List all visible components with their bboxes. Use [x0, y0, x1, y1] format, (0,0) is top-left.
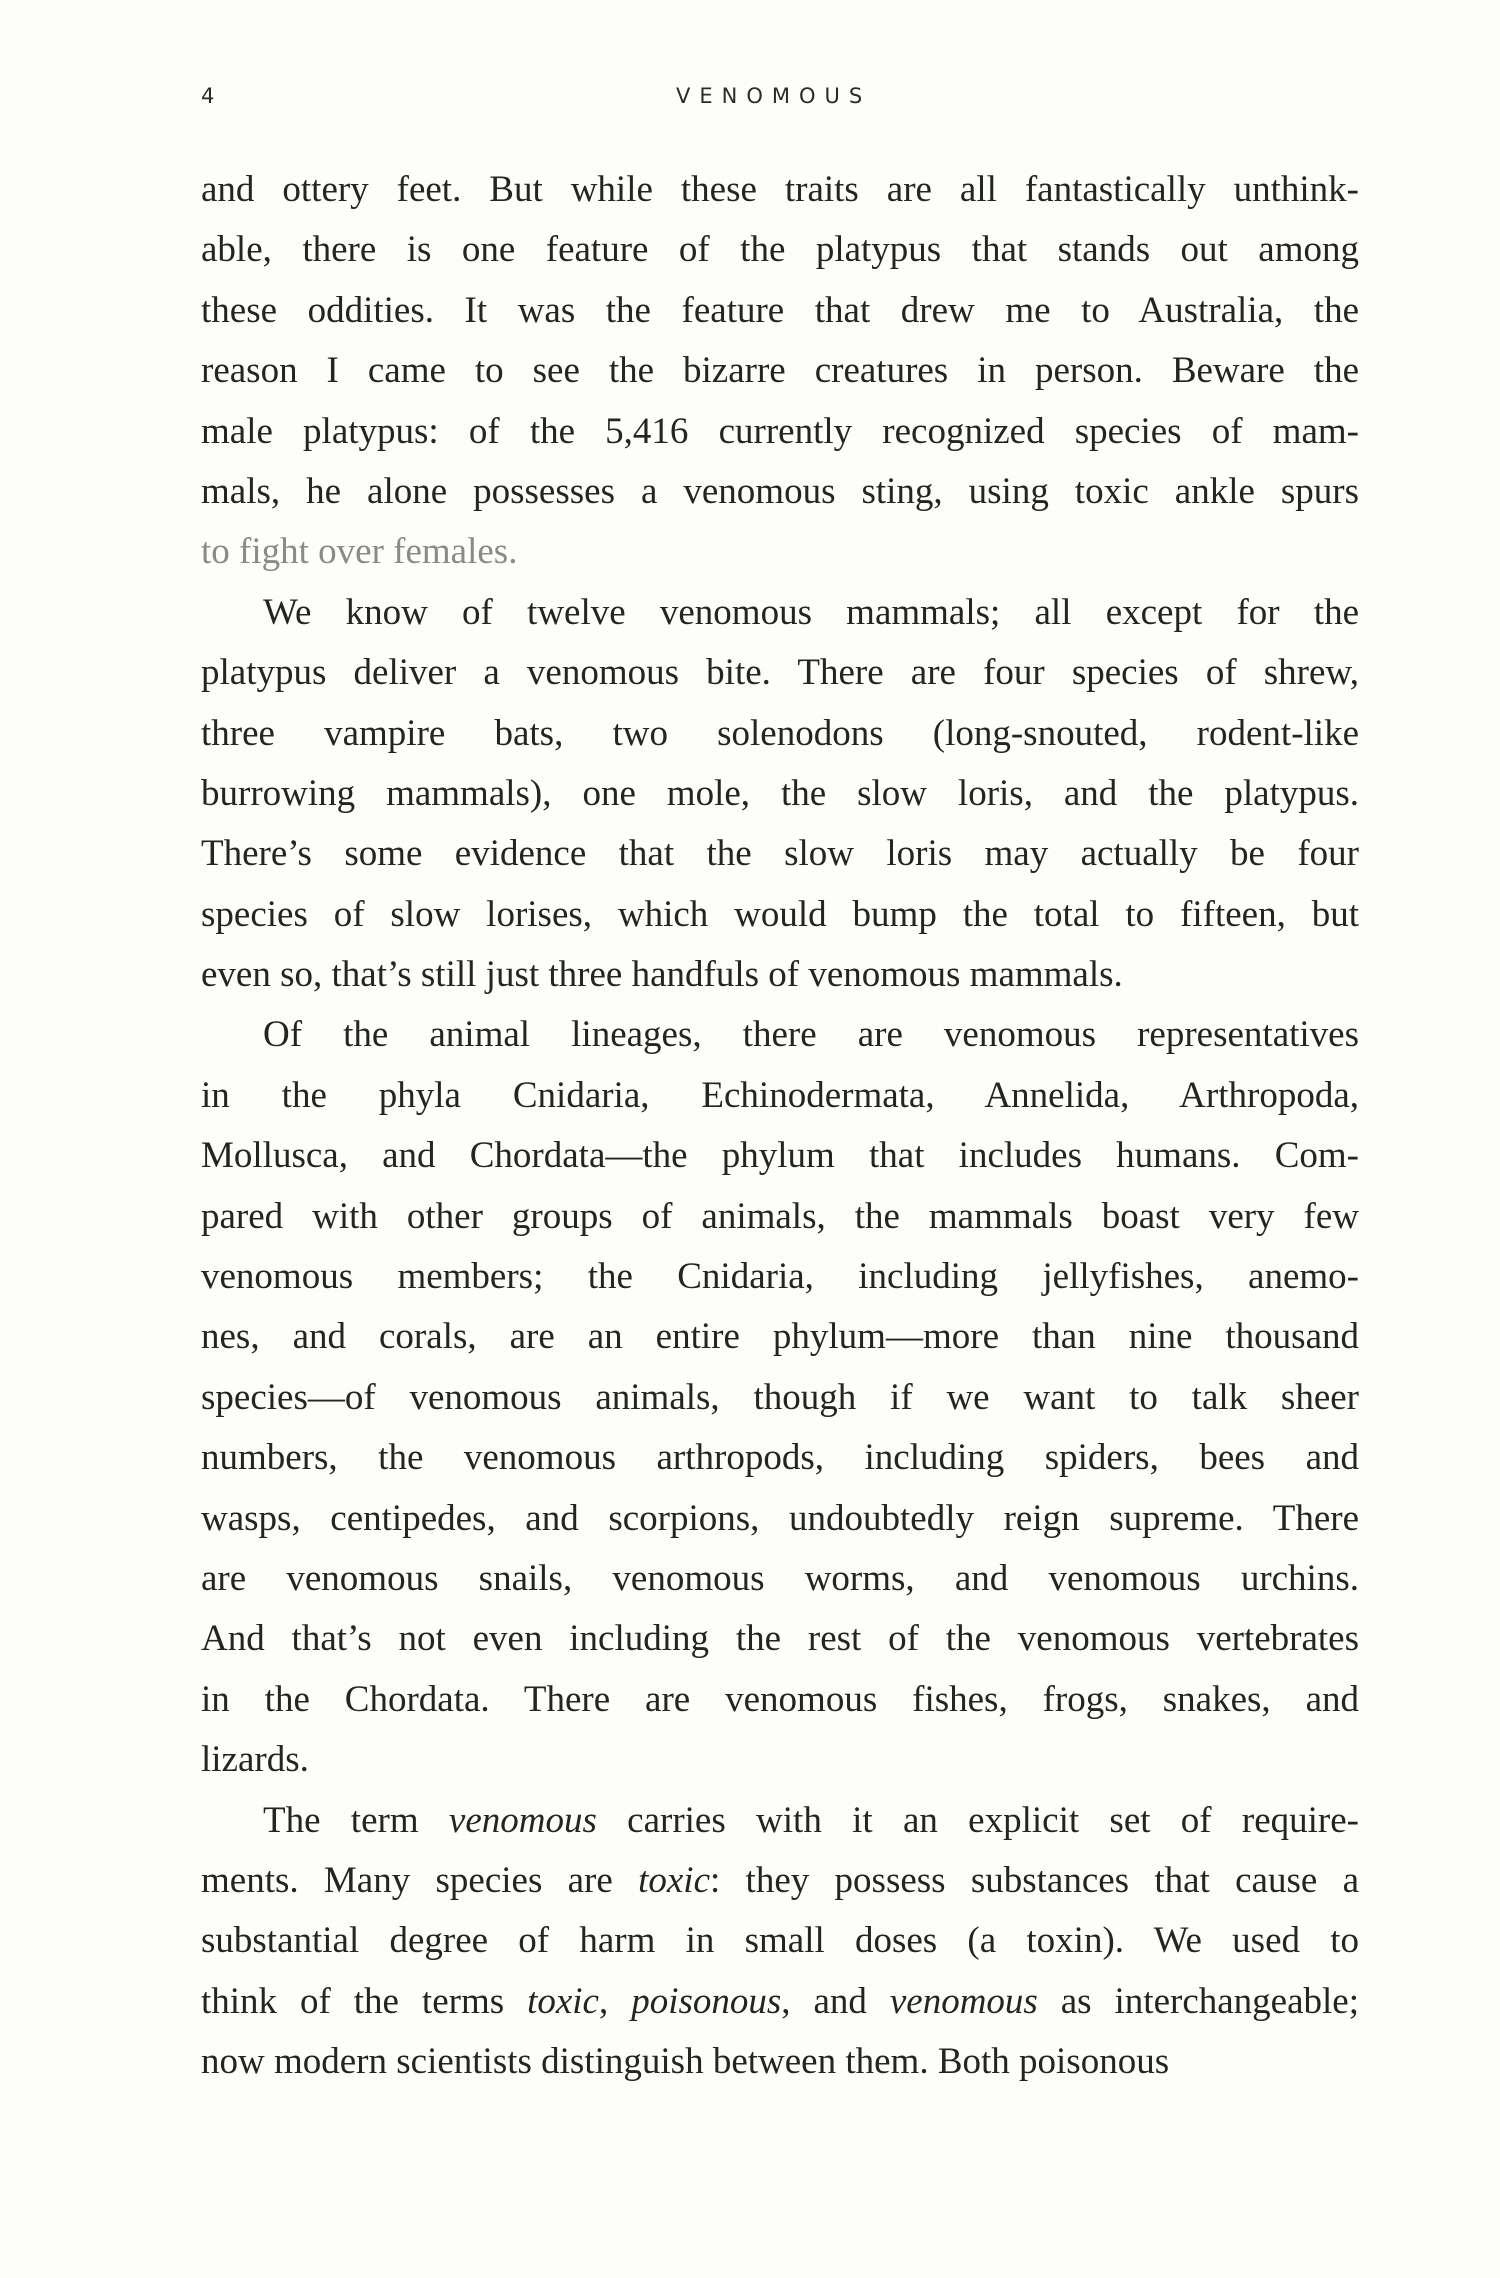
text-line — [201, 220, 1359, 280]
text-segment: to fight over females. — [201, 531, 518, 573]
text-segment: male platypus: of the 5,416 currently recognized species of mam- — [201, 410, 1359, 452]
text-line — [201, 885, 1359, 945]
text-segment: species of slow lorises, which would bump the total to fifteen, but — [201, 893, 1359, 935]
text-segment: wasps, centipedes, and scorpions, undoubtedly reign supreme. There — [201, 1497, 1359, 1539]
text-line — [201, 824, 1359, 884]
text-line — [201, 462, 1359, 522]
text-line — [201, 1851, 1359, 1911]
text-segment: platypus deliver a venomous bite. There are four species of shrew, — [201, 652, 1359, 694]
text-segment: now modern scientists distinguish between them. Both poisonous — [201, 2041, 1170, 2083]
text-line — [201, 160, 1359, 220]
text-segment: and ottery feet. But while these traits are all fantastically unthink- — [201, 169, 1359, 210]
text-segment: these oddities. It was the feature that drew me to Australia, the — [201, 289, 1359, 331]
text-segment: are venomous snails, venomous worms, and venomous urchins. — [201, 1557, 1359, 1599]
paragraph — [201, 1791, 1359, 2093]
text-line — [201, 1609, 1359, 1669]
text-segment: lizards. — [201, 1739, 309, 1781]
text-line — [201, 1972, 1359, 2032]
text-line — [201, 522, 1359, 582]
italic-term: toxic — [527, 1980, 599, 2022]
text-line — [201, 1549, 1359, 1609]
text-line — [201, 764, 1359, 824]
text-segment: There’s some evidence that the slow loris may actually be four — [201, 833, 1359, 875]
text-segment: venomous members; the Cnidaria, including jellyfishes, anemo- — [201, 1256, 1359, 1298]
text-line — [201, 1126, 1359, 1186]
text-segment: mals, he alone possesses a venomous sting, using toxic ankle spurs — [201, 470, 1359, 512]
text-line — [201, 2032, 1359, 2092]
text-segment: And that’s not even including the rest of the venomous vertebrates — [201, 1618, 1359, 1660]
text-segment: substantial degree of harm in small doses (a toxin). We used to — [201, 1920, 1359, 1962]
text-line — [201, 1670, 1359, 1730]
text-segment: species—of venomous animals, though if we want to talk sheer — [201, 1376, 1359, 1418]
text-line — [201, 643, 1359, 703]
text-segment: in the Chordata. There are venomous fishes, frogs, snakes, and — [201, 1678, 1359, 1720]
text-line — [201, 1247, 1359, 1307]
text-segment: even so, that’s still just three handfuls of venomous mammals. — [201, 954, 1123, 996]
text-segment: as interchangeable; — [1037, 1980, 1360, 2022]
text-line — [201, 1911, 1359, 1971]
text-segment: ments. Many species are — [201, 1859, 639, 1901]
text-line — [201, 1187, 1359, 1247]
text-line — [201, 704, 1359, 764]
paragraph — [201, 160, 1359, 583]
text-line — [201, 402, 1359, 462]
text-segment: , — [598, 1980, 632, 2022]
text-segment: carries with it an explicit set of require- — [596, 1799, 1359, 1841]
text-line — [201, 1791, 1359, 1851]
running-title: VENOMOUS — [676, 84, 872, 108]
text-line — [201, 1066, 1359, 1126]
text-segment: reason I came to see the bizarre creatures in person. Beware the — [201, 350, 1359, 392]
text-line — [201, 1368, 1359, 1428]
text-segment: pared with other groups of animals, the mammals boast very few — [201, 1195, 1359, 1237]
italic-term: poisonous — [631, 1980, 782, 2022]
text-segment: burrowing mammals), one mole, the slow loris, and the platypus. — [201, 772, 1359, 814]
italic-term: venomous — [889, 1980, 1038, 2022]
text-line — [201, 1307, 1359, 1367]
text-line — [201, 341, 1359, 401]
text-line — [201, 1005, 1359, 1065]
text-line — [201, 281, 1359, 341]
text-segment: Of the animal lineages, there are venomous representatives — [263, 1014, 1359, 1056]
text-line — [201, 1730, 1359, 1790]
text-segment: able, there is one feature of the platypus that stands out among — [201, 229, 1359, 271]
text-segment: in the phyla Cnidaria, Echinodermata, Annelida, Arthropoda, — [201, 1074, 1359, 1116]
text-segment: We know of twelve venomous mammals; all except for the — [263, 591, 1359, 633]
paragraph — [201, 1005, 1359, 1790]
text-segment: nes, and corals, are an entire phylum—more than nine thousand — [201, 1316, 1359, 1358]
text-segment: , and — [781, 1980, 890, 2022]
text-segment: : they possess substances that cause a — [710, 1859, 1359, 1901]
text-segment: three vampire bats, two solenodons (long-snouted, rodent-like — [201, 712, 1359, 754]
text-line — [201, 1428, 1359, 1488]
text-line — [201, 583, 1359, 643]
paragraph — [201, 583, 1359, 1006]
text-segment: numbers, the venomous arthropods, including spiders, bees and — [201, 1437, 1359, 1479]
text-segment: The term — [263, 1799, 449, 1841]
text-line — [201, 945, 1359, 1005]
italic-term: venomous — [448, 1799, 597, 1841]
running-head — [0, 84, 1500, 114]
italic-term: toxic — [638, 1859, 710, 1901]
page-number: 4 — [201, 84, 215, 108]
text-segment: think of the terms — [201, 1980, 528, 2022]
text-line — [201, 1489, 1359, 1549]
body-text — [201, 160, 1359, 2093]
text-segment: Mollusca, and Chordata—the phylum that includes humans. Com- — [201, 1135, 1359, 1177]
